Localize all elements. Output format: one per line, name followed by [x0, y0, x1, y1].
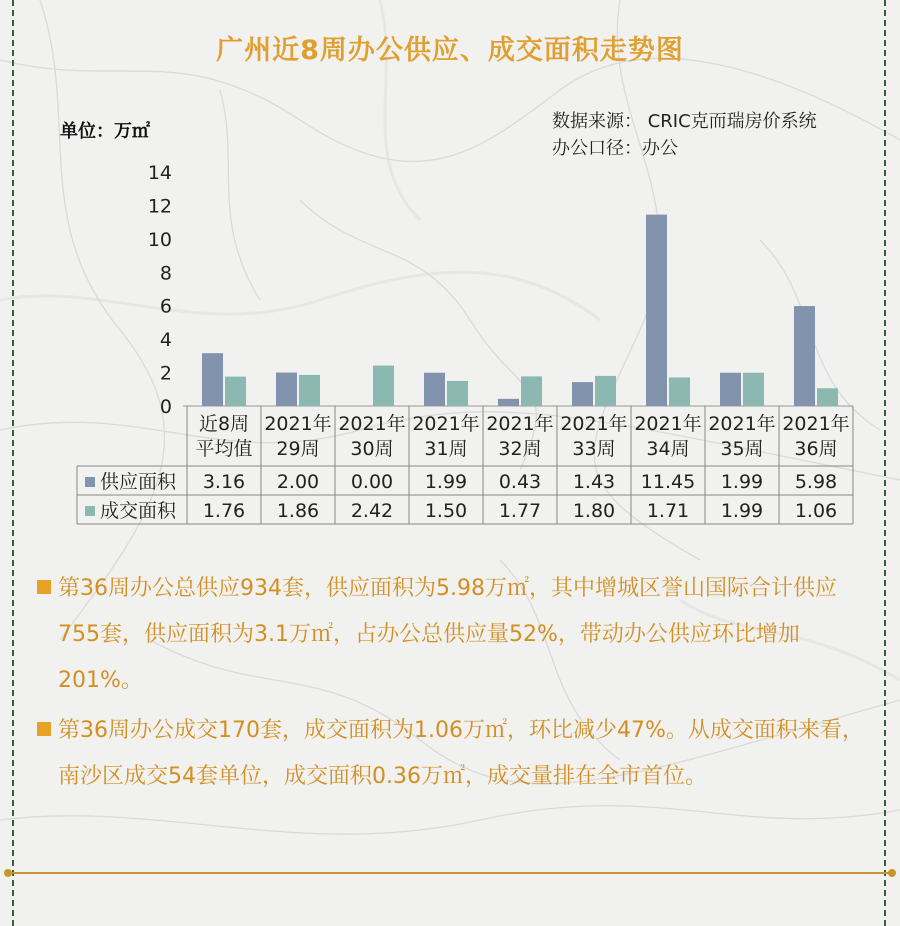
data-label: 0.00 [350, 471, 394, 493]
bar-chart [0, 160, 900, 530]
x-tick-label: 近8周 [198, 413, 250, 435]
source-line: 数据来源： CRIC克而瑞房价系统 [552, 111, 817, 132]
deal-bar [669, 377, 690, 406]
data-label: 2.00 [276, 471, 320, 493]
rule-dot-icon [4, 869, 12, 877]
deal-bar [299, 375, 320, 406]
y-tick-label: 8 [159, 262, 172, 285]
rule-dot-icon [888, 869, 896, 877]
data-table [77, 406, 853, 524]
data-label: 1.99 [720, 471, 764, 493]
x-tick-label: 32周 [498, 438, 542, 460]
x-tick-label: 2021年 [338, 413, 406, 435]
commentary [36, 566, 866, 804]
x-tick-label: 2021年 [486, 413, 554, 435]
bullet-marker-icon [37, 580, 51, 594]
data-label: 1.80 [572, 500, 616, 522]
x-tick-label: 36周 [794, 438, 838, 460]
data-label: 1.86 [276, 500, 320, 522]
supply-bar [794, 306, 815, 406]
data-label: 1.43 [572, 471, 616, 493]
data-label: 1.06 [794, 500, 838, 522]
x-tick-label: 2021年 [634, 413, 702, 435]
supply-bar [572, 382, 593, 406]
deal-bar [521, 376, 542, 406]
x-tick-label: 31周 [424, 438, 468, 460]
x-tick-label: 33周 [572, 438, 616, 460]
supply-bar [276, 373, 297, 406]
x-tick-label: 2021年 [708, 413, 776, 435]
bullet-marker-icon [37, 722, 51, 736]
supply-bar [646, 215, 667, 406]
bullet-text: 第36周办公总供应934套，供应面积为5.98万㎡，其中增城区誉山国际合计供应755套，供应面积为3.1万㎡，占办公总供应量52%，带动办公供应环比增加201%。 [58, 576, 837, 693]
x-tick-label: 34周 [646, 438, 690, 460]
supply-bar [720, 373, 741, 406]
data-label: 1.99 [720, 500, 764, 522]
deal-bar [373, 366, 394, 406]
data-label: 5.98 [794, 471, 838, 493]
y-tick-label: 2 [159, 362, 172, 385]
bullet-supply [36, 566, 866, 704]
y-tick-label: 10 [147, 228, 172, 251]
legend-label: 成交面积 [100, 500, 177, 522]
x-tick-label: 2021年 [782, 413, 850, 435]
y-tick-label: 12 [147, 195, 172, 218]
deal-bar [595, 376, 616, 406]
x-tick-label: 2021年 [264, 413, 332, 435]
y-tick-label: 14 [147, 162, 172, 184]
data-label: 0.43 [498, 471, 542, 493]
data-label: 1.76 [202, 500, 246, 522]
x-tick-label: 29周 [276, 438, 320, 460]
supply-bar [498, 399, 519, 406]
x-tick-label: 平均值 [195, 438, 253, 460]
chart-title: 广州近8周办公供应、成交面积走势图 [216, 35, 684, 66]
data-label: 1.71 [646, 500, 690, 522]
deal-bar [447, 381, 468, 406]
bullet-deal [36, 708, 866, 800]
y-tick-label: 0 [159, 396, 172, 418]
legend-swatch [85, 506, 95, 516]
unit-label: 单位：万㎡ [60, 121, 150, 142]
bar-group [202, 215, 838, 406]
caliber-line: 办公口径：办公 [552, 138, 678, 159]
deal-bar [817, 388, 838, 406]
y-tick-label: 4 [159, 329, 172, 352]
source-note [552, 108, 817, 162]
data-label: 1.77 [498, 500, 542, 522]
x-tick-label: 2021年 [412, 413, 480, 435]
x-tick-label: 2021年 [560, 413, 628, 435]
supply-bar [202, 353, 223, 406]
data-label: 1.50 [424, 500, 468, 522]
supply-bar [424, 373, 445, 406]
x-tick-label: 30周 [350, 438, 394, 460]
data-label: 11.45 [640, 471, 696, 493]
data-label: 3.16 [202, 471, 246, 493]
legend-label: 供应面积 [100, 471, 177, 493]
data-label: 2.42 [350, 500, 394, 522]
x-tick-label: 35周 [720, 438, 764, 460]
deal-bar [225, 377, 246, 406]
y-tick-label: 6 [159, 295, 172, 318]
bullet-text: 第36周办公成交170套，成交面积为1.06万㎡，环比减少47%。从成交面积来看，南沙区成交54套单位，成交面积0.36万㎡，成交量排在全市首位。 [58, 718, 864, 789]
data-label: 1.99 [424, 471, 468, 493]
legend-swatch [85, 477, 95, 487]
bottom-rule [8, 872, 892, 874]
deal-bar [743, 373, 764, 406]
